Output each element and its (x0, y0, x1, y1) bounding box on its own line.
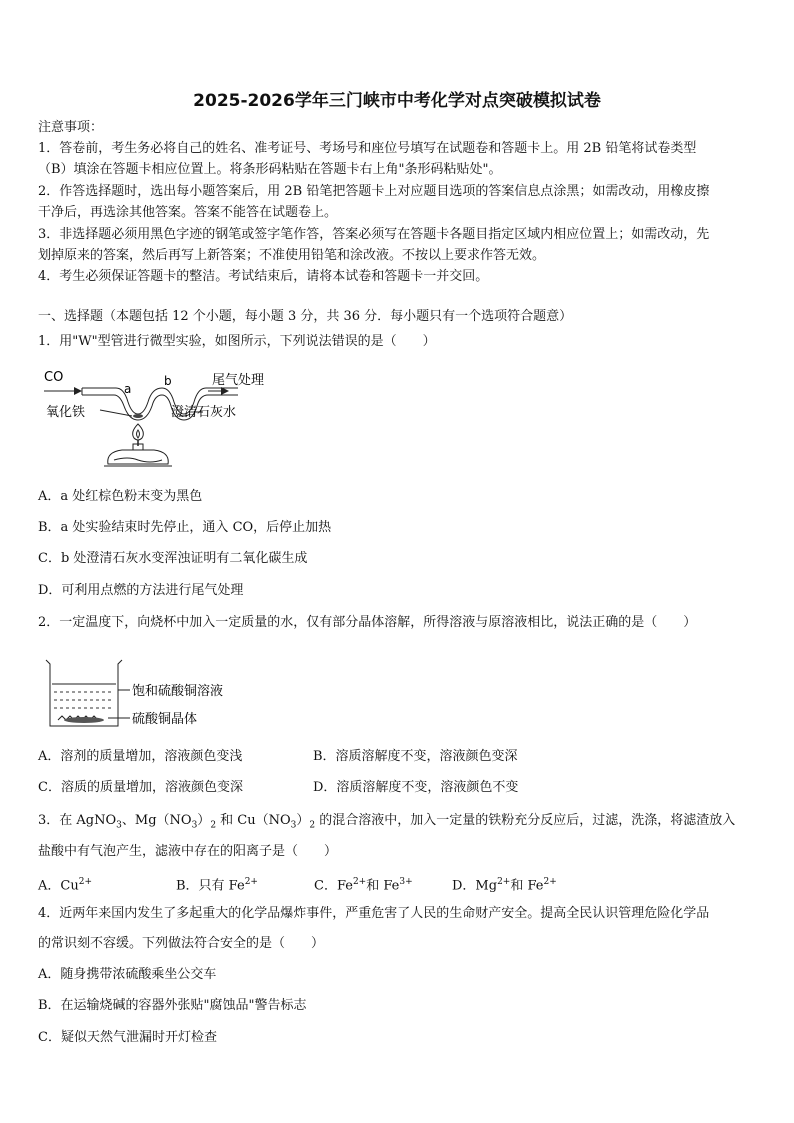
question-4-line-2: 的常识刻不容缓。下列做法符合安全的是（ ） (38, 936, 325, 951)
beaker-figure (38, 654, 258, 734)
notice-line: 划掉原来的答案，然后再写上新答案；不准使用铅笔和涂改液。不按以上要求作答无效。 (38, 248, 546, 263)
q3-option-b: B．只有 $Fe^{2+}$ (176, 877, 258, 894)
q1-option-b: B．a 处实验结束时先停止，通入 CO，后停止加热 (38, 520, 332, 535)
notice-line: 2．作答选择题时，选出每小题答案后，用 2B 铅笔把答题卡上对应题目选项的答案信息点涂黑；如需改动，用橡皮擦 (38, 184, 710, 199)
co-label: CO (44, 370, 64, 385)
q4-option-c: C．疑似天然气泄漏时开灯检查 (38, 1030, 217, 1045)
q2-option-c: C．溶质的质量增加，溶液颜色变深 (38, 780, 243, 795)
tail-gas-label: 尾气处理 (212, 373, 265, 388)
question-3-line-2: 盐酸中有气泡产生，滤液中存在的阳离子是（ ） (38, 844, 338, 859)
label-a: a (124, 382, 132, 396)
notice-line: 干净后，再选涂其他答案。答案不能答在试题卷上。 (38, 205, 338, 220)
q3-option-c: C．$Fe^{2+}$和 $Fe^{3+}$ (314, 877, 413, 894)
notice-line: 1．答卷前，考生务必将自己的姓名、准考证号、考场号和座位号填写在试题卷和答题卡上。用 2B 铅笔将试卷类型 (38, 141, 697, 156)
question-2-stem: 2．一定温度下，向烧杯中加入一定质量的水，仅有部分晶体溶解，所得溶液与原溶液相比，说法正确的是（ ） (38, 615, 697, 630)
question-4-line-1: 4．近两年来国内发生了多起重大的化学品爆炸事件，严重危害了人民的生命财产安全。提高全民认识管理危险化学品 (38, 906, 710, 921)
crystal-label: 硫酸铜晶体 (132, 712, 198, 727)
q2-option-a: A．溶剂的质量增加，溶液颜色变浅 (38, 749, 243, 764)
page-title: 2025-2026学年三门峡市中考化学对点突破模拟试卷 (193, 91, 601, 111)
q1-option-a: A．a 处红棕色粉末变为黑色 (38, 489, 203, 504)
notice-line: 4．考生必须保证答题卡的整洁。考试结束后，请将本试卷和答题卡一并交回。 (38, 269, 489, 284)
q3-option-d: D．$Mg^{2+}$和 $Fe^{2+}$ (452, 877, 557, 894)
notice-heading: 注意事项： (38, 120, 104, 135)
iron-oxide-label: 氧化铁 (46, 405, 86, 420)
solution-label: 饱和硫酸铜溶液 (132, 684, 224, 699)
section-heading: 一、选择题（本题包括 12 个小题，每小题 3 分，共 36 分．每小题只有一个选项符合题意） (38, 309, 573, 324)
q4-option-a: A．随身携带浓硫酸乘坐公交车 (38, 967, 217, 982)
q4-option-b: B．在运输烧碱的容器外张贴"腐蚀品"警告标志 (38, 998, 307, 1013)
question-1-stem: 1．用"W"型管进行微型实验，如图所示，下列说法错误的是（ ） (38, 334, 436, 349)
notice-line: 3．非选择题必须用黑色字迹的钢笔或签字笔作答，答案必须写在答题卡各题目指定区域内相应位置上；如需改动，先 (38, 227, 710, 242)
q3-option-a: A．$Cu^{2+}$ (38, 877, 92, 894)
question-3-line-1: 3．在 AgNO$_3$、$Mg(NO_3)_2$ 和 $Cu(NO_3)_2$ 的混合溶液中，加入一定量的铁粉充分反应后，过滤，洗涤，将滤渣放入 (38, 813, 736, 831)
q2-option-b: B．溶质溶解度不变，溶液颜色变深 (313, 749, 518, 764)
q1-option-d: D．可利用点燃的方法进行尾气处理 (38, 583, 244, 598)
q1-option-c: C．b 处澄清石灰水变浑浊证明有二氧化碳生成 (38, 551, 308, 566)
q2-option-d: D．溶质溶解度不变，溶液颜色不变 (313, 780, 519, 795)
label-b: b (164, 374, 172, 388)
limewater-label: 澄清石灰水 (171, 405, 237, 420)
w-tube-figure (38, 364, 298, 476)
notice-line: （B）填涂在答题卡相应位置上。将条形码粘贴在答题卡右上角"条形码粘贴处"。 (38, 162, 502, 177)
